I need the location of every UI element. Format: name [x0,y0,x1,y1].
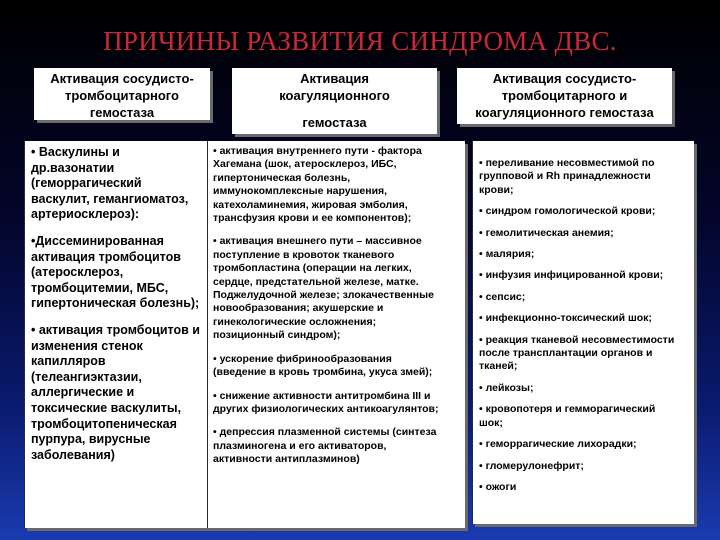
item-line: гипертоническая болезнь, [213,171,351,184]
item-line: крови; [479,183,514,196]
item-line: (телеангиэктазии, [31,369,142,384]
item-line: тканей; [479,360,518,373]
list-item [31,234,203,312]
list-item [31,323,203,463]
item-line: тромбопластина (операции на легких, [213,262,412,275]
item-line: изменения стенок [31,338,143,353]
item-line: тромбоцитемии, МБС, [31,280,169,295]
item-line: • гломерулонефрит; [479,459,584,472]
item-line: трансфузия крови и ее компонентов); [213,212,412,225]
item-line: • геморрагические лихорадки; [479,438,637,451]
item-line: артериосклероз): [31,207,140,222]
item-line: • активация внешнего пути – массивное [213,235,422,248]
header-col1-line: Активация сосудисто- [50,71,194,86]
list-item [479,460,690,473]
header-col3-line: коагуляционного гемостаза [475,105,654,120]
slide-title: ПРИЧИНЫ РАЗВИТИЯ СИНДРОМА ДВС. [103,26,617,56]
item-line: иммунокомплексные нарушения, [213,185,388,198]
column-combined [472,141,694,524]
list-item [479,403,690,430]
item-line: • инфекционно-токсический шок; [479,312,652,325]
list-item [479,481,690,494]
item-line: • кровопотеря и гемморагический [479,403,656,416]
item-line: • сепсис; [479,290,526,303]
header-col2-line [232,104,437,114]
item-line: Поджелудочной железе; злокачественные [213,289,434,302]
list-item [479,438,690,451]
item-line: после трансплантации органов и [479,347,653,360]
item-line: новообразования; акушерские и [213,302,384,315]
item-line: •Диссеминированная [31,233,164,248]
item-line: • синдром гомологической крови; [479,205,656,218]
item-line: групповой и Rh принадлежности [479,170,651,183]
list-item [479,334,690,374]
list-item [479,382,690,395]
item-line: • гемолитическая анемия; [479,226,614,239]
header-col1-line: гемостаза [89,105,155,120]
item-line: • активация тромбоцитов и [31,322,200,337]
item-line: • малярия; [479,248,535,261]
list-item [213,426,461,466]
item-line: шок; [479,416,503,429]
item-line: • ожоги [479,480,517,493]
list-item [31,145,203,223]
header-col2-line: Активация [300,71,369,86]
item-line: заболевания) [31,447,115,462]
item-line: • инфузия инфицированной крови; [479,269,664,282]
item-line: др.вазонатии [31,160,115,175]
header-col3-line: Активация сосудисто- [492,71,637,86]
item-line: • Васкулины и [31,145,120,159]
item-line: (введение в кровь тромбина, укуса змей); [213,366,433,379]
item-line: поступление в кровоток тканевого [213,248,395,261]
header-col2 [232,68,437,134]
item-line: аллергические и [31,385,135,400]
column-vascular-platelet [24,141,207,528]
list-item [479,248,690,261]
list-item [479,227,690,240]
item-line: • ускорение фибринообразования [213,352,392,365]
list-item [479,312,690,325]
item-line: • реакция тканевой несовместимости [479,333,675,346]
item-line: гинекологические осложнения; [213,315,377,328]
item-line: гипертоническая болезнь); [31,296,200,311]
header-col1-line: тромбоцитарного [65,88,179,103]
item-line: плазминогена и его активаторов, [213,439,387,452]
item-line: капилляров [31,354,106,369]
item-line: (атеросклероз, [31,265,124,280]
item-line: • переливание несовместимой по [479,157,655,169]
list-item [213,353,461,380]
item-line: • лейкозы; [479,381,534,394]
item-line: • депрессия плазменной системы (синтеза [213,426,437,439]
item-line: • снижение активности антитромбина III и [213,389,431,402]
list-item [213,145,461,225]
item-line: токсические васкулиты, [31,400,182,415]
header-col2-line: коагуляционного [279,88,390,103]
item-line: других физиологических антикоагулянтов; [213,402,439,415]
header-col1 [34,68,210,120]
column-coagulation [207,141,465,528]
list-item [479,269,690,282]
header-col2-line: гемостаза [302,115,367,130]
item-line: сердце, предстательной железе, матке. [213,275,419,288]
item-line: васкулит, гемангиоматоз, [31,191,189,206]
list-item [479,291,690,304]
item-line: активности антиплазминов) [213,453,360,466]
item-line: (геморрагический [31,176,142,191]
item-line: катехоламинемия, жировая эмболия, [213,198,408,211]
list-item [213,235,461,342]
list-item [479,205,690,218]
header-col3-line: тромбоцитарного и [501,88,628,103]
item-line: Хагемана (шок, атеросклероз, ИБС, [213,158,397,171]
header-col3 [457,68,672,124]
list-item [213,390,461,417]
item-line: пурпура, вирусные [31,432,151,447]
list-item [479,157,690,197]
item-line: позиционный синдром); [213,329,341,342]
item-line: • активация внутреннего пути - фактора [213,145,422,157]
item-line: активация тромбоцитов [31,249,181,264]
item-line: тромбоцитопеническая [31,416,177,431]
